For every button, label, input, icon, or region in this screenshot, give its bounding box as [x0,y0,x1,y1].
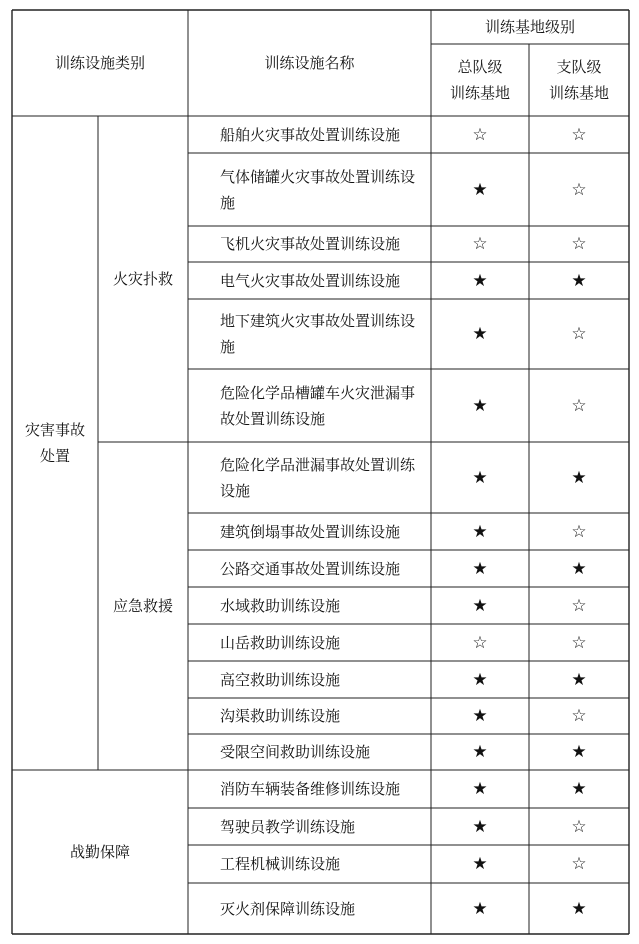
table-row-general-level [431,698,529,734]
table-row-facility-name [188,883,431,934]
table-row-general-level [431,226,529,262]
cell-text: ★ [472,779,488,799]
header-name [188,10,431,116]
cell-text: 消防车辆装备维修训练设施 [220,780,401,798]
cell-text: ☆ [571,521,587,542]
header-level-general-text: 总队级 训练基地 [449,58,510,102]
table-row-detachment-level [529,661,629,698]
cell-text: 气体储罐火灾事故处置训练设施 [220,167,416,212]
cell-text: 驾驶员教学训练设施 [220,817,356,836]
cell-text: ☆ [571,632,587,653]
table-row-facility-name [188,226,431,262]
cell-text: 工程机械训练设施 [220,855,341,873]
cell-text: ☆ [571,816,587,837]
table-row-detachment-level [529,550,629,587]
cell-text: ★ [472,395,488,416]
cell-text: ★ [472,521,488,542]
cell-text: 高空救助训练设施 [220,670,341,689]
cell-text: 电气火灾事故处置训练设施 [220,271,401,290]
table-row-facility-name [188,808,431,845]
subcategory-fire-fighting-text: 火灾扑救 [112,270,173,288]
header-level-text: 训练基地级别 [484,18,575,36]
cell-text: ☆ [472,124,488,145]
cell-text: ★ [472,742,488,762]
cell-text: 受限空间救助训练设施 [220,743,371,761]
header-level-detachment-text: 支队级 训练基地 [548,58,609,102]
table-row-detachment-level [529,513,629,550]
cell-text: 飞机火灾事故处置训练设施 [220,235,401,253]
table-row-facility-name [188,698,431,734]
cell-text: 沟渠救助训练设施 [220,707,341,725]
table-row-facility-name [188,369,431,442]
table-row-general-level [431,153,529,226]
table-row-detachment-level [529,442,629,513]
cell-text: ★ [472,595,488,616]
table-row-detachment-level [529,845,629,883]
cell-text: 水域救助训练设施 [220,596,341,615]
table-row-detachment-level [529,262,629,299]
cell-text: ★ [472,558,488,579]
table-row-detachment-level [529,587,629,624]
cell-text: ☆ [571,124,587,145]
cell-text: 灭火剂保障训练设施 [220,899,356,918]
table-row-general-level [431,808,529,845]
table-row-detachment-level [529,369,629,442]
table-row-detachment-level [529,883,629,934]
cell-text: ★ [571,779,587,799]
header-level-general [431,44,529,116]
table-row-general-level [431,587,529,624]
cell-text: ☆ [571,234,587,254]
table-row-facility-name [188,550,431,587]
table-row-facility-name [188,116,431,153]
cell-text: ☆ [571,324,587,344]
table-row-general-level [431,299,529,369]
table-row-detachment-level [529,808,629,845]
cell-text: 船舶火灾事故处置训练设施 [220,125,401,144]
table-row-detachment-level [529,698,629,734]
table-row-facility-name [188,734,431,770]
table-row-general-level [431,734,529,770]
table-row-detachment-level [529,153,629,226]
cell-text: ★ [472,324,488,344]
cell-text: 危险化学品槽罐车火灾泄漏事故处置训练设施 [220,383,416,428]
cell-text: ★ [472,669,488,690]
category-disaster-handling-text: 灾害事故 处置 [24,421,85,465]
subcategory-emergency-rescue-text: 应急救援 [112,597,173,615]
table-row-facility-name [188,299,431,369]
category-disaster-handling [12,116,98,770]
cell-text: ☆ [571,854,587,874]
cell-text: ★ [571,270,587,291]
table-row-facility-name [188,153,431,226]
header-category-text: 训练设施类别 [54,54,145,72]
cell-text: ★ [472,179,488,200]
table-row-facility-name [188,262,431,299]
subcategory-fire-fighting [98,116,188,442]
table-row-general-level [431,369,529,442]
cell-text: 危险化学品泄漏事故处置训练设施 [220,455,416,500]
table-row-general-level [431,624,529,661]
table-row-detachment-level [529,624,629,661]
table-row-facility-name [188,587,431,624]
table-row-general-level [431,442,529,513]
table-row-facility-name [188,624,431,661]
cell-text: ★ [472,706,488,726]
table-row-general-level [431,845,529,883]
cell-text: ☆ [571,395,587,416]
cell-text: 地下建筑火灾事故处置训练设施 [220,312,416,356]
subcategory-emergency-rescue [98,442,188,770]
table-row-general-level [431,116,529,153]
cell-text: ★ [472,270,488,291]
cell-text: ☆ [472,632,488,653]
cell-text: ★ [571,898,587,919]
cell-text: 建筑倒塌事故处置训练设施 [220,522,401,541]
header-level [431,10,629,44]
table-row-general-level [431,513,529,550]
cell-text: ☆ [472,234,488,254]
table-row-general-level [431,770,529,808]
table-row-facility-name [188,661,431,698]
cell-text: ☆ [571,706,587,726]
table-row-facility-name [188,845,431,883]
header-level-detachment [529,44,629,116]
cell-text: ★ [571,558,587,579]
table-row-facility-name [188,770,431,808]
cell-text: ☆ [571,595,587,616]
cell-text: ★ [571,669,587,690]
cell-text: ★ [472,816,488,837]
table-row-general-level [431,550,529,587]
header-category [12,10,188,116]
cell-text: ★ [571,742,587,762]
cell-text: ☆ [571,179,587,200]
table-row-detachment-level [529,116,629,153]
table-row-detachment-level [529,734,629,770]
category-logistics-support-text: 战勤保障 [69,843,130,861]
cell-text: ★ [571,467,587,488]
table-row-detachment-level [529,299,629,369]
table-row-general-level [431,883,529,934]
cell-text: ★ [472,467,488,488]
cell-text: 山岳救助训练设施 [220,633,341,652]
table-row-facility-name [188,513,431,550]
header-name-text: 训练设施名称 [264,54,355,72]
table-row-general-level [431,262,529,299]
table-row-general-level [431,661,529,698]
cell-text: ★ [472,898,488,919]
cell-text: 公路交通事故处置训练设施 [220,559,401,578]
table-row-detachment-level [529,770,629,808]
table-row-detachment-level [529,226,629,262]
table-row-facility-name [188,442,431,513]
category-logistics-support [12,770,188,934]
cell-text: ★ [472,854,488,874]
